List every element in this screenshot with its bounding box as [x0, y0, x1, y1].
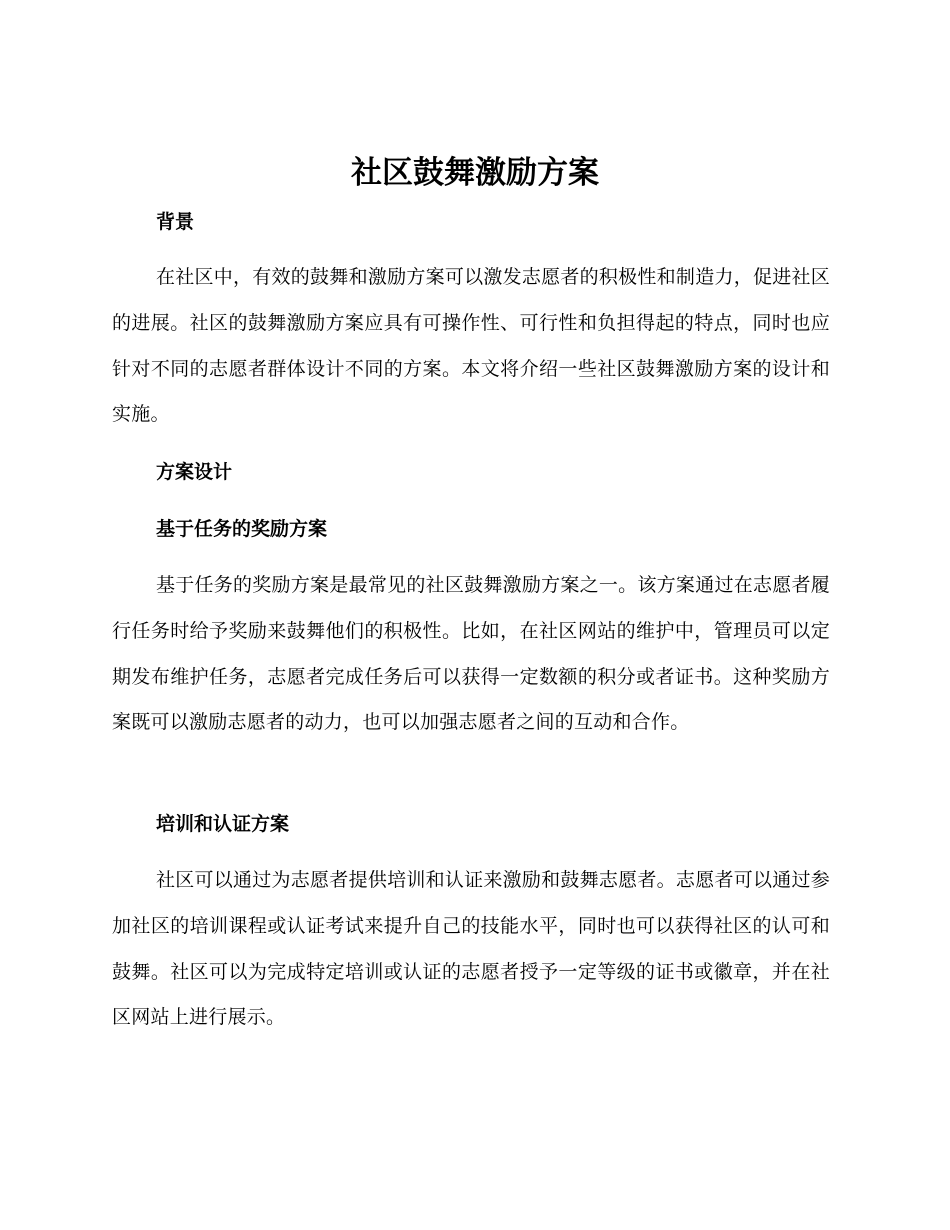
section-paragraph-background: 在社区中，有效的鼓舞和激励方案可以激发志愿者的积极性和制造力，促进社区的进展。社区的鼓舞激励方案应具有可操作性、可行性和负担得起的特点，同时也应针对不同的志愿者群体设计不同的方案。本文将介绍一些社区鼓舞激励方案的设计和实施。 — [112, 266, 830, 426]
document-title: 社区鼓舞激励方案 — [351, 155, 599, 191]
section-paragraph-task-reward: 基于任务的奖励方案是最常见的社区鼓舞激励方案之一。该方案通过在志愿者履行任务时给予奖励来鼓舞他们的积极性。比如，在社区网站的维护中，管理员可以定期发布维护任务，志愿者完成任务后可以获得一定数额的积分或者证书。这种奖励方案既可以激励志愿者的动力，也可以加强志愿者之间的互动和合作。 — [112, 574, 830, 734]
section-heading-task-reward: 基于任务的奖励方案 — [156, 518, 328, 540]
section-paragraph-training: 社区可以通过为志愿者提供培训和认证来激励和鼓舞志愿者。志愿者可以通过参加社区的培训课程或认证考试来提升自己的技能水平，同时也可以获得社区的认可和鼓舞。社区可以为完成特定培训或认证的志愿者授予一定等级的证书或徽章，并在社区网站上进行展示。 — [112, 869, 830, 1029]
section-heading-training: 培训和认证方案 — [156, 813, 290, 835]
section-heading-background: 背景 — [156, 211, 195, 233]
section-heading-design: 方案设计 — [156, 461, 233, 483]
